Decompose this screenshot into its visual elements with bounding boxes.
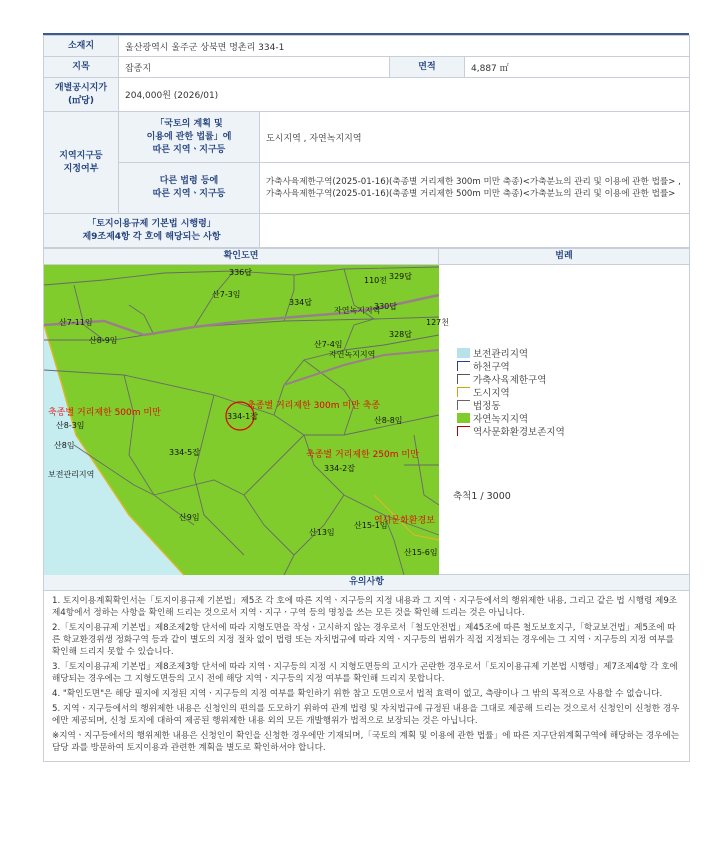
parcel-label: 산7-4임 xyxy=(314,340,343,349)
legend-swatch-icon xyxy=(457,374,470,384)
note-item: ※지역ㆍ지구등에서의 행위제한 내용은 신청인이 확인을 신청한 경우에만 기재되며,「국토의 계획 및 이용에 관한 법률」에 따른 지구단위계획구역에 해당하는 경우에는 담당 과를 방문하여 토지이용과 관련한 계획을 별도로 확인하셔야 합니다. xyxy=(52,731,680,753)
parcel-label: 336답 xyxy=(229,268,252,277)
legend-label: 가축사육제한구역 xyxy=(473,374,547,386)
zone-label xyxy=(44,112,119,214)
legend-label: 하천구역 xyxy=(473,361,510,373)
price-value: 204,000원 (2026/01) xyxy=(119,78,690,112)
legend-item xyxy=(457,398,565,411)
zone-restriction-text: 축종별 거리제한 500m 미만 xyxy=(48,408,161,418)
jimok-label: 지목 xyxy=(44,57,119,78)
legend-cell xyxy=(439,265,690,575)
area-value: 4,887 ㎡ xyxy=(465,57,690,78)
note-item: 5. 지역ㆍ지구등에서의 행위제한 내용은 신청인의 편의를 도모하기 위하여 관계 법령 및 자치법규에 규정된 내용을 그대로 제공해 드리는 것으로서 신청인이 신청한 경우에만 제공되며, 신청 토지에 대하여 제공된 행위제한 내용 외의 모든 개발행위가 법적으로 보장되는 것은 아닙니다. xyxy=(52,704,680,726)
notes-cell xyxy=(44,591,690,762)
parcel-label: 보전관리지역 xyxy=(48,470,95,479)
area-label: 면적 xyxy=(390,57,465,78)
regulation-label-line2: 제9조제4항 각 호에 해당되는 사항 xyxy=(82,231,221,242)
legend-swatch-icon xyxy=(457,361,470,371)
location-value: 울산광역시 울주군 상북면 명촌리 334-1 xyxy=(119,36,690,57)
legend-swatch-icon xyxy=(457,400,470,410)
national-law-label-line1: 「국토의 계획 및 xyxy=(155,118,223,129)
parcel-label: 328답 xyxy=(389,330,412,339)
zone-restriction-text: 역사문화환경보 xyxy=(374,516,435,526)
parcel-label: 산8-8임 xyxy=(374,416,403,425)
parcel-label: 산15-1임 xyxy=(354,521,388,530)
national-law-label-line3: 따른 지역ㆍ지구등 xyxy=(152,144,226,155)
legend-header: 범례 xyxy=(439,249,690,265)
note-item: 4. "확인도면"은 해당 필지에 지정된 지역ㆍ지구등의 지정 여부를 확인하기 위한 참고 도면으로서 법적 효력이 없고, 측량이나 그 밖의 목적으로 사용할 수 없습니다. xyxy=(52,689,663,699)
national-law-label xyxy=(119,112,260,163)
parcel-label: 334답 xyxy=(289,298,312,307)
other-law-label-line1: 다른 법령 등에 xyxy=(159,176,219,186)
regulation-label-line1: 「토지이용규제 기본법 시행령」 xyxy=(87,218,216,229)
other-law-label-line2: 따른 지역ㆍ지구등 xyxy=(152,189,226,199)
map-header: 확인도면 xyxy=(44,249,439,265)
legend-item xyxy=(457,424,565,437)
parcel-label: 산9임 xyxy=(179,513,200,522)
note-item: 3.「토지이용규제 기본법」제8조제3항 단서에 따라 지역ㆍ지구등의 지정 시 지형도면등의 고시가 곤란한 경우로서「토지이용규제 기본법 시행령」제7조제4항 각 호에 해당되는 경우에는 그 지형도면등의 고시 전에 해당 지역ㆍ지구등의 지정 여부를 확인해 드리지 못합니다. xyxy=(52,662,678,684)
legend-swatch-icon xyxy=(457,387,470,397)
zone-restriction-text: 축종별 거리제한 300m 미만 축종 xyxy=(247,401,381,411)
parcel-label: 산8-9임 xyxy=(89,336,118,345)
note-item: 2.「토지이용규제 기본법」제8조제2항 단서에 따라 지형도면을 작성ㆍ고시하지 않는 경우로서「철도안전법」제45조에 따른 철도보호지구,「학교보건법」제5조에 따른 학교환경위생 정화구역 등과 같이 별도의 지정 절차 없이 법령 또는 자치법규에 따라 지역ㆍ지구등의 범위가 직접 지정되는 경우에는 그 지역ㆍ지구등의 지정 여부를 확인해 드리지 못할 수 있습니다. xyxy=(52,623,676,657)
price-label-line1: 개별공시지가 xyxy=(54,82,108,93)
parcel-label: 110전 xyxy=(364,276,387,285)
other-law-label xyxy=(119,163,260,214)
zone-restriction-text: 축종별 거리제한 250m 미만 xyxy=(306,450,419,460)
land-use-certificate xyxy=(43,33,689,762)
jimok-value: 잡종지 xyxy=(119,57,390,78)
map-cell xyxy=(44,265,449,575)
confirmation-map xyxy=(44,265,449,575)
legend-item xyxy=(457,411,565,424)
info-table xyxy=(43,35,690,248)
parcel-label: 산7-11임 xyxy=(59,318,93,327)
legend-label: 도시지역 xyxy=(473,387,510,399)
national-law-value: 도시지역 , 자연녹지지역 xyxy=(260,112,690,163)
other-law-value: 가축사육제한구역(2025-01-16)(축종별 거리제한 300m 미만 축종)<가축분뇨의 관리 및 이용에 관한 법률> , 가축사육제한구역(2025-01-16)(축종별 거리제한 500m 미만 축종)<가축분뇨의 관리 및 이용에 관한 법률> xyxy=(260,163,690,214)
parcel-label: 산8임 xyxy=(54,441,75,450)
parcel-label: 334-5잡 xyxy=(169,448,200,457)
parcel-label: 329답 xyxy=(389,272,412,281)
zone-label-line1: 지역지구등 xyxy=(59,150,103,161)
parcel-label: 자연녹지지역 xyxy=(329,350,376,359)
legend-item xyxy=(457,359,565,372)
parcel-label: 334-2잡 xyxy=(324,464,355,473)
regulation-label xyxy=(44,214,260,248)
map-table xyxy=(43,248,690,762)
parcel-label: 334-1잡 xyxy=(227,412,258,421)
parcel-label: 산8-3임 xyxy=(56,421,85,430)
legend-label: 역사문화환경보존지역 xyxy=(473,426,565,438)
parcel-label: 127천 xyxy=(426,318,449,327)
price-label xyxy=(44,78,119,112)
legend-item xyxy=(457,385,565,398)
note-item: 1. 토지이용계획확인서는「토지이용규제 기본법」제5조 각 호에 따른 지역ㆍ지구등의 지정 내용과 그 지역ㆍ지구등에서의 행위제한 내용, 그리고 같은 법 시행령 제9조제4항에서 정하는 사항을 확인해 드리는 것으로서 지역ㆍ지구ㆍ구역 등의 명칭을 쓰는 모든 것을 확인해 드리는 것은 아닙니다. xyxy=(52,596,678,618)
location-label: 소재지 xyxy=(44,36,119,57)
parcel-label: 자연녹지지역 xyxy=(334,306,381,315)
parcel-label: 산15-6임 xyxy=(404,548,438,557)
map-scale: 축척1 / 3000 xyxy=(453,491,511,502)
zone-label-line2: 지정여부 xyxy=(63,163,99,174)
legend-label: 보전관리지역 xyxy=(473,348,529,360)
legend-label: 법정동 xyxy=(473,400,501,412)
national-law-label-line2: 이용에 관한 법률」에 xyxy=(146,131,232,142)
price-label-line2: (㎡당) xyxy=(68,95,94,106)
legend-swatch-icon xyxy=(457,348,470,358)
legend-list xyxy=(457,346,565,437)
notes-header: 유의사항 xyxy=(44,575,690,591)
parcel-label: 산13임 xyxy=(309,528,335,537)
parcel-label: 330답 xyxy=(374,302,397,311)
legend-item xyxy=(457,346,565,359)
legend-swatch-icon xyxy=(457,426,470,436)
legend-item xyxy=(457,372,565,385)
legend-swatch-icon xyxy=(457,413,470,423)
regulation-value xyxy=(260,214,690,248)
legend-label: 자연녹지지역 xyxy=(473,413,529,425)
parcel-label: 산7-3임 xyxy=(212,290,241,299)
